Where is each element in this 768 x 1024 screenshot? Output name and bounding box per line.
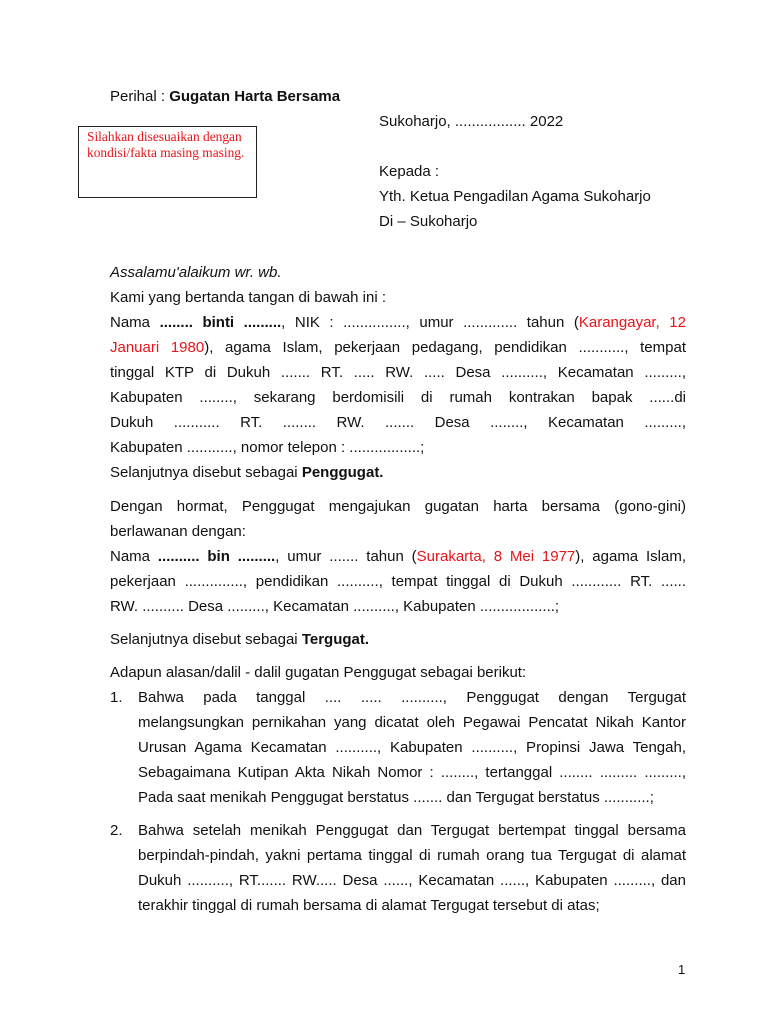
item-number: 2. xyxy=(110,822,123,839)
item-1-line-1: Bahwa pada tanggal .... ..... .........., Penggugat dengan Tergugat xyxy=(138,689,686,706)
penggugat-birth-place-date: Karangayar, 12 xyxy=(578,314,686,331)
item-1-line-5: Pada saat menikah Penggugat berstatus ....... dan Tergugat berstatus ...........; xyxy=(138,789,654,806)
recipient: Yth. Ketua Pengadilan Agama Sukoharjo xyxy=(379,188,651,205)
place-date: Sukoharjo, ................. 2022 xyxy=(379,113,564,130)
instruction-note-text: Silahkan disesuaikan dengan kondisi/fakta masing masing. xyxy=(87,129,245,160)
penggugat-line-5: Dukuh ........... RT. ........ RW. ....... Desa ........, Kecamatan ........., xyxy=(110,414,686,431)
kepada-label: Kepada : xyxy=(379,163,440,180)
subject-label: Perihal : xyxy=(110,88,170,105)
instruction-note-box xyxy=(78,126,257,198)
recipient-location: Di – Sukoharjo xyxy=(379,213,478,230)
tergugat-line-1: Nama .......... bin ........., umur ....... tahun (Surakarta, 8 Mei 1977), agama Islam, xyxy=(110,548,686,565)
item-2-line-4: terakhir tinggal di rumah bersama di alamat Tergugat tersebut di atas; xyxy=(138,897,600,914)
penggugat-birth-date: Januari 1980 xyxy=(110,339,205,356)
penggugat-line-4: Kabupaten ........, sekarang berdomisili di rumah kontrakan bapak ......di xyxy=(110,389,686,406)
item-2-line-1: Bahwa setelah menikah Penggugat dan Tergugat bertempat tinggal bersama xyxy=(138,822,686,839)
item-2-line-3: Dukuh .........., RT....... RW..... Desa ......, Kecamatan ......, Kabupaten ........., dan xyxy=(138,872,686,889)
item-1-line-2: melangsungkan pernikahan yang dicatat oleh Pegawai Pencatat Nikah Kantor xyxy=(138,714,686,731)
penggugat-line-6: Kabupaten ..........., nomor telepon : .................; xyxy=(110,439,425,456)
penggugat-designation: Selanjutnya disebut sebagai Penggugat. xyxy=(110,464,384,481)
hormat-line-1: Dengan hormat, Penggugat mengajukan gugatan harta bersama (gono-gini) xyxy=(110,498,686,515)
greeting: Assalamu'alaikum wr. wb. xyxy=(110,264,282,281)
alasan-heading: Adapun alasan/dalil - dalil gugatan Penggugat sebagai berikut: xyxy=(110,664,527,681)
item-number: 1. xyxy=(110,689,123,706)
penggugat-line-1: Nama ........ binti ........., NIK : ..............., umur ............. tahun (Karangayar, 12 xyxy=(110,314,686,331)
penggugat-line-2: Januari 1980), agama Islam, pekerjaan pedagang, pendidikan ..........., tempat xyxy=(110,339,687,356)
tergugat-birth-place-date: Surakarta, 8 Mei 1977 xyxy=(416,548,576,565)
intro-line: Kami yang bertanda tangan di bawah ini : xyxy=(110,289,387,306)
tergugat-line-3: RW. .......... Desa ........., Kecamatan .........., Kabupaten ..................; xyxy=(110,598,560,615)
subject-value: Gugatan Harta Bersama xyxy=(169,88,341,105)
subject-line xyxy=(110,88,340,105)
item-1-line-3: Urusan Agama Kecamatan .........., Kabupaten .........., Propinsi Jawa Tengah, xyxy=(138,739,686,756)
tergugat-designation: Selanjutnya disebut sebagai Tergugat. xyxy=(110,631,370,648)
penggugat-line-3: tinggal KTP di Dukuh ....... RT. ..... RW. ..... Desa .........., Kecamatan ........., xyxy=(110,364,686,381)
item-1-line-4: Sebagaimana Kutipan Akta Nikah Nomor : ........, tertanggal ........ ......... ........., xyxy=(138,764,686,781)
item-2-line-2: berpindah-pindah, yakni pertama tinggal di rumah orang tua Tergugat di alamat xyxy=(138,847,686,864)
hormat-line-2: berlawanan dengan: xyxy=(110,523,246,540)
tergugat-line-2: pekerjaan .............., pendidikan .........., tempat tinggal di Dukuh ............ RT. ...... xyxy=(110,573,686,590)
page-number: 1 xyxy=(678,962,686,977)
